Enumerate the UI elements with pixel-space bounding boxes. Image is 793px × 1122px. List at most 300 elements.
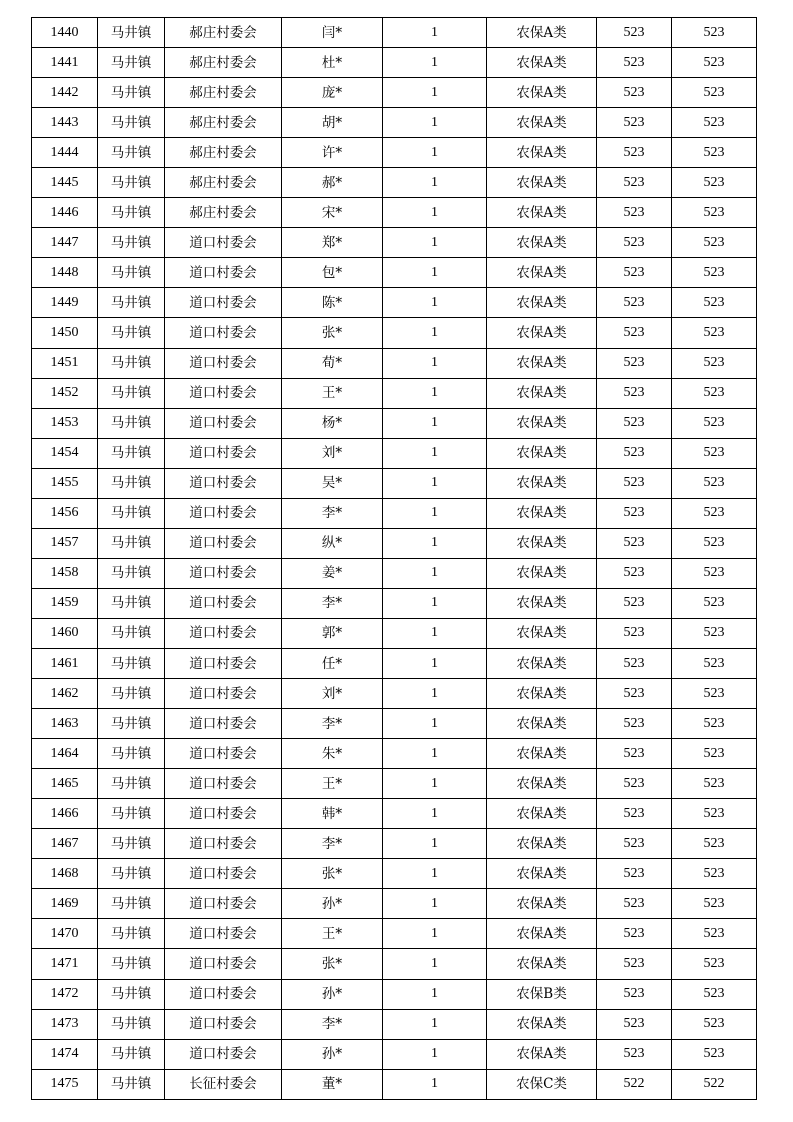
category-cell: 农保A类	[487, 138, 597, 168]
category-cell: 农保A类	[487, 739, 597, 769]
category-cell: 农保A类	[487, 618, 597, 648]
table-row	[32, 829, 757, 859]
village-committee-cell: 道口村委会	[165, 378, 282, 408]
village-committee-cell: 道口村委会	[165, 318, 282, 348]
village-committee-cell: 道口村委会	[165, 1009, 282, 1039]
name-cell: 李*	[282, 709, 383, 739]
table-row	[32, 108, 757, 138]
village-committee-cell: 道口村委会	[165, 468, 282, 498]
village-committee-cell: 郝庄村委会	[165, 168, 282, 198]
serial-number-cell: 1461	[32, 648, 98, 678]
serial-number-cell: 1457	[32, 528, 98, 558]
total-amount-cell: 523	[672, 558, 757, 588]
category-cell: 农保A类	[487, 378, 597, 408]
table-row	[32, 799, 757, 829]
count-cell: 1	[383, 859, 487, 889]
standard-amount-cell: 523	[597, 709, 672, 739]
serial-number-cell: 1469	[32, 889, 98, 919]
serial-number-cell: 1454	[32, 438, 98, 468]
village-committee-cell: 郝庄村委会	[165, 18, 282, 48]
village-committee-cell: 道口村委会	[165, 258, 282, 288]
category-cell: 农保A类	[487, 799, 597, 829]
name-cell: 孙*	[282, 979, 383, 1009]
standard-amount-cell: 522	[597, 1069, 672, 1099]
count-cell: 1	[383, 48, 487, 78]
count-cell: 1	[383, 1009, 487, 1039]
category-cell: 农保C类	[487, 1069, 597, 1099]
count-cell: 1	[383, 648, 487, 678]
serial-number-cell: 1440	[32, 18, 98, 48]
standard-amount-cell: 523	[597, 468, 672, 498]
category-cell: 农保A类	[487, 318, 597, 348]
total-amount-cell: 523	[672, 48, 757, 78]
serial-number-cell: 1451	[32, 348, 98, 378]
town-cell: 马井镇	[98, 348, 165, 378]
town-cell: 马井镇	[98, 498, 165, 528]
serial-number-cell: 1460	[32, 618, 98, 648]
town-cell: 马井镇	[98, 138, 165, 168]
total-amount-cell: 522	[672, 1069, 757, 1099]
name-cell: 胡*	[282, 108, 383, 138]
category-cell: 农保A类	[487, 829, 597, 859]
serial-number-cell: 1465	[32, 769, 98, 799]
town-cell: 马井镇	[98, 799, 165, 829]
count-cell: 1	[383, 528, 487, 558]
serial-number-cell: 1474	[32, 1039, 98, 1069]
standard-amount-cell: 523	[597, 18, 672, 48]
name-cell: 李*	[282, 498, 383, 528]
name-cell: 王*	[282, 769, 383, 799]
category-cell: 农保A类	[487, 558, 597, 588]
name-cell: 韩*	[282, 799, 383, 829]
table-row	[32, 408, 757, 438]
serial-number-cell: 1467	[32, 829, 98, 859]
total-amount-cell: 523	[672, 679, 757, 709]
village-committee-cell: 道口村委会	[165, 679, 282, 709]
count-cell: 1	[383, 348, 487, 378]
total-amount-cell: 523	[672, 949, 757, 979]
count-cell: 1	[383, 18, 487, 48]
name-cell: 许*	[282, 138, 383, 168]
village-committee-cell: 长征村委会	[165, 1069, 282, 1099]
table-row	[32, 1069, 757, 1099]
table-row	[32, 378, 757, 408]
count-cell: 1	[383, 198, 487, 228]
village-committee-cell: 道口村委会	[165, 438, 282, 468]
category-cell: 农保A类	[487, 588, 597, 618]
town-cell: 马井镇	[98, 108, 165, 138]
category-cell: 农保A类	[487, 1009, 597, 1039]
serial-number-cell: 1464	[32, 739, 98, 769]
town-cell: 马井镇	[98, 1039, 165, 1069]
category-cell: 农保A类	[487, 108, 597, 138]
village-committee-cell: 郝庄村委会	[165, 198, 282, 228]
count-cell: 1	[383, 618, 487, 648]
town-cell: 马井镇	[98, 48, 165, 78]
category-cell: 农保A类	[487, 408, 597, 438]
village-committee-cell: 道口村委会	[165, 1039, 282, 1069]
serial-number-cell: 1468	[32, 859, 98, 889]
category-cell: 农保B类	[487, 979, 597, 1009]
standard-amount-cell: 523	[597, 78, 672, 108]
town-cell: 马井镇	[98, 919, 165, 949]
total-amount-cell: 523	[672, 408, 757, 438]
village-committee-cell: 道口村委会	[165, 949, 282, 979]
standard-amount-cell: 523	[597, 769, 672, 799]
count-cell: 1	[383, 588, 487, 618]
serial-number-cell: 1441	[32, 48, 98, 78]
town-cell: 马井镇	[98, 709, 165, 739]
town-cell: 马井镇	[98, 438, 165, 468]
village-committee-cell: 道口村委会	[165, 528, 282, 558]
town-cell: 马井镇	[98, 739, 165, 769]
total-amount-cell: 523	[672, 1009, 757, 1039]
total-amount-cell: 523	[672, 769, 757, 799]
table-row	[32, 138, 757, 168]
table-row	[32, 739, 757, 769]
village-committee-cell: 道口村委会	[165, 228, 282, 258]
category-cell: 农保A类	[487, 198, 597, 228]
table-row	[32, 949, 757, 979]
village-committee-cell: 道口村委会	[165, 919, 282, 949]
total-amount-cell: 523	[672, 859, 757, 889]
town-cell: 马井镇	[98, 618, 165, 648]
serial-number-cell: 1453	[32, 408, 98, 438]
table-row	[32, 618, 757, 648]
serial-number-cell: 1475	[32, 1069, 98, 1099]
total-amount-cell: 523	[672, 1039, 757, 1069]
category-cell: 农保A类	[487, 78, 597, 108]
name-cell: 张*	[282, 859, 383, 889]
town-cell: 马井镇	[98, 228, 165, 258]
standard-amount-cell: 523	[597, 138, 672, 168]
standard-amount-cell: 523	[597, 859, 672, 889]
table-row	[32, 438, 757, 468]
town-cell: 马井镇	[98, 258, 165, 288]
table-row	[32, 198, 757, 228]
village-committee-cell: 道口村委会	[165, 618, 282, 648]
beneficiary-table	[31, 17, 757, 1100]
table-row	[32, 588, 757, 618]
table-row	[32, 1009, 757, 1039]
category-cell: 农保A类	[487, 498, 597, 528]
standard-amount-cell: 523	[597, 528, 672, 558]
standard-amount-cell: 523	[597, 378, 672, 408]
name-cell: 孙*	[282, 889, 383, 919]
serial-number-cell: 1442	[32, 78, 98, 108]
count-cell: 1	[383, 258, 487, 288]
table-row	[32, 979, 757, 1009]
standard-amount-cell: 523	[597, 318, 672, 348]
serial-number-cell: 1448	[32, 258, 98, 288]
table-row	[32, 709, 757, 739]
standard-amount-cell: 523	[597, 288, 672, 318]
name-cell: 纵*	[282, 528, 383, 558]
serial-number-cell: 1466	[32, 799, 98, 829]
category-cell: 农保A类	[487, 168, 597, 198]
total-amount-cell: 523	[672, 438, 757, 468]
standard-amount-cell: 523	[597, 108, 672, 138]
total-amount-cell: 523	[672, 588, 757, 618]
serial-number-cell: 1445	[32, 168, 98, 198]
town-cell: 马井镇	[98, 318, 165, 348]
table-row	[32, 1039, 757, 1069]
standard-amount-cell: 523	[597, 408, 672, 438]
village-committee-cell: 道口村委会	[165, 829, 282, 859]
category-cell: 农保A类	[487, 949, 597, 979]
name-cell: 张*	[282, 949, 383, 979]
town-cell: 马井镇	[98, 528, 165, 558]
serial-number-cell: 1456	[32, 498, 98, 528]
village-committee-cell: 道口村委会	[165, 648, 282, 678]
total-amount-cell: 523	[672, 528, 757, 558]
table-row	[32, 48, 757, 78]
total-amount-cell: 523	[672, 288, 757, 318]
category-cell: 农保A类	[487, 859, 597, 889]
village-committee-cell: 道口村委会	[165, 709, 282, 739]
name-cell: 陈*	[282, 288, 383, 318]
standard-amount-cell: 523	[597, 889, 672, 919]
table-row	[32, 288, 757, 318]
town-cell: 马井镇	[98, 78, 165, 108]
count-cell: 1	[383, 979, 487, 1009]
table-row	[32, 648, 757, 678]
name-cell: 郝*	[282, 168, 383, 198]
count-cell: 1	[383, 108, 487, 138]
serial-number-cell: 1455	[32, 468, 98, 498]
serial-number-cell: 1449	[32, 288, 98, 318]
table-row	[32, 679, 757, 709]
table-body	[32, 18, 757, 1100]
village-committee-cell: 道口村委会	[165, 288, 282, 318]
category-cell: 农保A类	[487, 889, 597, 919]
total-amount-cell: 523	[672, 889, 757, 919]
total-amount-cell: 523	[672, 228, 757, 258]
village-committee-cell: 道口村委会	[165, 799, 282, 829]
count-cell: 1	[383, 438, 487, 468]
town-cell: 马井镇	[98, 1009, 165, 1039]
serial-number-cell: 1463	[32, 709, 98, 739]
name-cell: 姜*	[282, 558, 383, 588]
serial-number-cell: 1473	[32, 1009, 98, 1039]
name-cell: 郑*	[282, 228, 383, 258]
standard-amount-cell: 523	[597, 979, 672, 1009]
town-cell: 马井镇	[98, 979, 165, 1009]
village-committee-cell: 郝庄村委会	[165, 78, 282, 108]
category-cell: 农保A类	[487, 919, 597, 949]
name-cell: 朱*	[282, 739, 383, 769]
count-cell: 1	[383, 829, 487, 859]
count-cell: 1	[383, 949, 487, 979]
name-cell: 刘*	[282, 679, 383, 709]
village-committee-cell: 道口村委会	[165, 979, 282, 1009]
standard-amount-cell: 523	[597, 438, 672, 468]
name-cell: 李*	[282, 588, 383, 618]
table-row	[32, 258, 757, 288]
count-cell: 1	[383, 228, 487, 258]
category-cell: 农保A类	[487, 48, 597, 78]
count-cell: 1	[383, 1039, 487, 1069]
standard-amount-cell: 523	[597, 48, 672, 78]
standard-amount-cell: 523	[597, 348, 672, 378]
village-committee-cell: 道口村委会	[165, 408, 282, 438]
count-cell: 1	[383, 709, 487, 739]
table-row	[32, 558, 757, 588]
serial-number-cell: 1459	[32, 588, 98, 618]
town-cell: 马井镇	[98, 769, 165, 799]
total-amount-cell: 523	[672, 709, 757, 739]
total-amount-cell: 523	[672, 979, 757, 1009]
standard-amount-cell: 523	[597, 198, 672, 228]
total-amount-cell: 523	[672, 18, 757, 48]
town-cell: 马井镇	[98, 468, 165, 498]
total-amount-cell: 523	[672, 318, 757, 348]
village-committee-cell: 道口村委会	[165, 889, 282, 919]
town-cell: 马井镇	[98, 288, 165, 318]
category-cell: 农保A类	[487, 769, 597, 799]
total-amount-cell: 523	[672, 829, 757, 859]
name-cell: 荀*	[282, 348, 383, 378]
count-cell: 1	[383, 558, 487, 588]
total-amount-cell: 523	[672, 108, 757, 138]
count-cell: 1	[383, 318, 487, 348]
serial-number-cell: 1458	[32, 558, 98, 588]
count-cell: 1	[383, 78, 487, 108]
count-cell: 1	[383, 919, 487, 949]
total-amount-cell: 523	[672, 378, 757, 408]
total-amount-cell: 523	[672, 348, 757, 378]
name-cell: 宋*	[282, 198, 383, 228]
name-cell: 吴*	[282, 468, 383, 498]
town-cell: 马井镇	[98, 198, 165, 228]
count-cell: 1	[383, 168, 487, 198]
serial-number-cell: 1470	[32, 919, 98, 949]
table-row	[32, 18, 757, 48]
town-cell: 马井镇	[98, 378, 165, 408]
village-committee-cell: 道口村委会	[165, 498, 282, 528]
table-row	[32, 78, 757, 108]
serial-number-cell: 1444	[32, 138, 98, 168]
count-cell: 1	[383, 468, 487, 498]
category-cell: 农保A类	[487, 18, 597, 48]
total-amount-cell: 523	[672, 138, 757, 168]
count-cell: 1	[383, 138, 487, 168]
category-cell: 农保A类	[487, 1039, 597, 1069]
village-committee-cell: 郝庄村委会	[165, 108, 282, 138]
name-cell: 张*	[282, 318, 383, 348]
table-row	[32, 859, 757, 889]
table-row	[32, 228, 757, 258]
name-cell: 包*	[282, 258, 383, 288]
village-committee-cell: 道口村委会	[165, 859, 282, 889]
total-amount-cell: 523	[672, 799, 757, 829]
name-cell: 闫*	[282, 18, 383, 48]
table-row	[32, 498, 757, 528]
serial-number-cell: 1450	[32, 318, 98, 348]
count-cell: 1	[383, 889, 487, 919]
table-row	[32, 528, 757, 558]
name-cell: 孙*	[282, 1039, 383, 1069]
town-cell: 马井镇	[98, 408, 165, 438]
serial-number-cell: 1462	[32, 679, 98, 709]
town-cell: 马井镇	[98, 558, 165, 588]
standard-amount-cell: 523	[597, 168, 672, 198]
count-cell: 1	[383, 498, 487, 528]
name-cell: 郭*	[282, 618, 383, 648]
serial-number-cell: 1472	[32, 979, 98, 1009]
town-cell: 马井镇	[98, 889, 165, 919]
town-cell: 马井镇	[98, 648, 165, 678]
village-committee-cell: 道口村委会	[165, 739, 282, 769]
category-cell: 农保A类	[487, 679, 597, 709]
table-row	[32, 468, 757, 498]
total-amount-cell: 523	[672, 739, 757, 769]
standard-amount-cell: 523	[597, 919, 672, 949]
name-cell: 董*	[282, 1069, 383, 1099]
standard-amount-cell: 523	[597, 799, 672, 829]
serial-number-cell: 1452	[32, 378, 98, 408]
count-cell: 1	[383, 378, 487, 408]
standard-amount-cell: 523	[597, 949, 672, 979]
village-committee-cell: 郝庄村委会	[165, 138, 282, 168]
serial-number-cell: 1446	[32, 198, 98, 228]
category-cell: 农保A类	[487, 258, 597, 288]
standard-amount-cell: 523	[597, 679, 672, 709]
standard-amount-cell: 523	[597, 1039, 672, 1069]
village-committee-cell: 道口村委会	[165, 348, 282, 378]
total-amount-cell: 523	[672, 468, 757, 498]
total-amount-cell: 523	[672, 198, 757, 228]
standard-amount-cell: 523	[597, 558, 672, 588]
category-cell: 农保A类	[487, 528, 597, 558]
category-cell: 农保A类	[487, 348, 597, 378]
table-row	[32, 348, 757, 378]
table-row	[32, 168, 757, 198]
table-row	[32, 318, 757, 348]
table-row	[32, 919, 757, 949]
table-row	[32, 769, 757, 799]
count-cell: 1	[383, 799, 487, 829]
town-cell: 马井镇	[98, 859, 165, 889]
total-amount-cell: 523	[672, 168, 757, 198]
count-cell: 1	[383, 1069, 487, 1099]
serial-number-cell: 1443	[32, 108, 98, 138]
category-cell: 农保A类	[487, 288, 597, 318]
name-cell: 刘*	[282, 438, 383, 468]
total-amount-cell: 523	[672, 78, 757, 108]
total-amount-cell: 523	[672, 618, 757, 648]
village-committee-cell: 道口村委会	[165, 558, 282, 588]
category-cell: 农保A类	[487, 709, 597, 739]
town-cell: 马井镇	[98, 949, 165, 979]
total-amount-cell: 523	[672, 258, 757, 288]
name-cell: 任*	[282, 648, 383, 678]
category-cell: 农保A类	[487, 648, 597, 678]
standard-amount-cell: 523	[597, 588, 672, 618]
name-cell: 庞*	[282, 78, 383, 108]
name-cell: 杨*	[282, 408, 383, 438]
table-row	[32, 889, 757, 919]
standard-amount-cell: 523	[597, 498, 672, 528]
total-amount-cell: 523	[672, 648, 757, 678]
town-cell: 马井镇	[98, 1069, 165, 1099]
standard-amount-cell: 523	[597, 829, 672, 859]
count-cell: 1	[383, 769, 487, 799]
category-cell: 农保A类	[487, 438, 597, 468]
town-cell: 马井镇	[98, 829, 165, 859]
village-committee-cell: 郝庄村委会	[165, 48, 282, 78]
count-cell: 1	[383, 288, 487, 318]
